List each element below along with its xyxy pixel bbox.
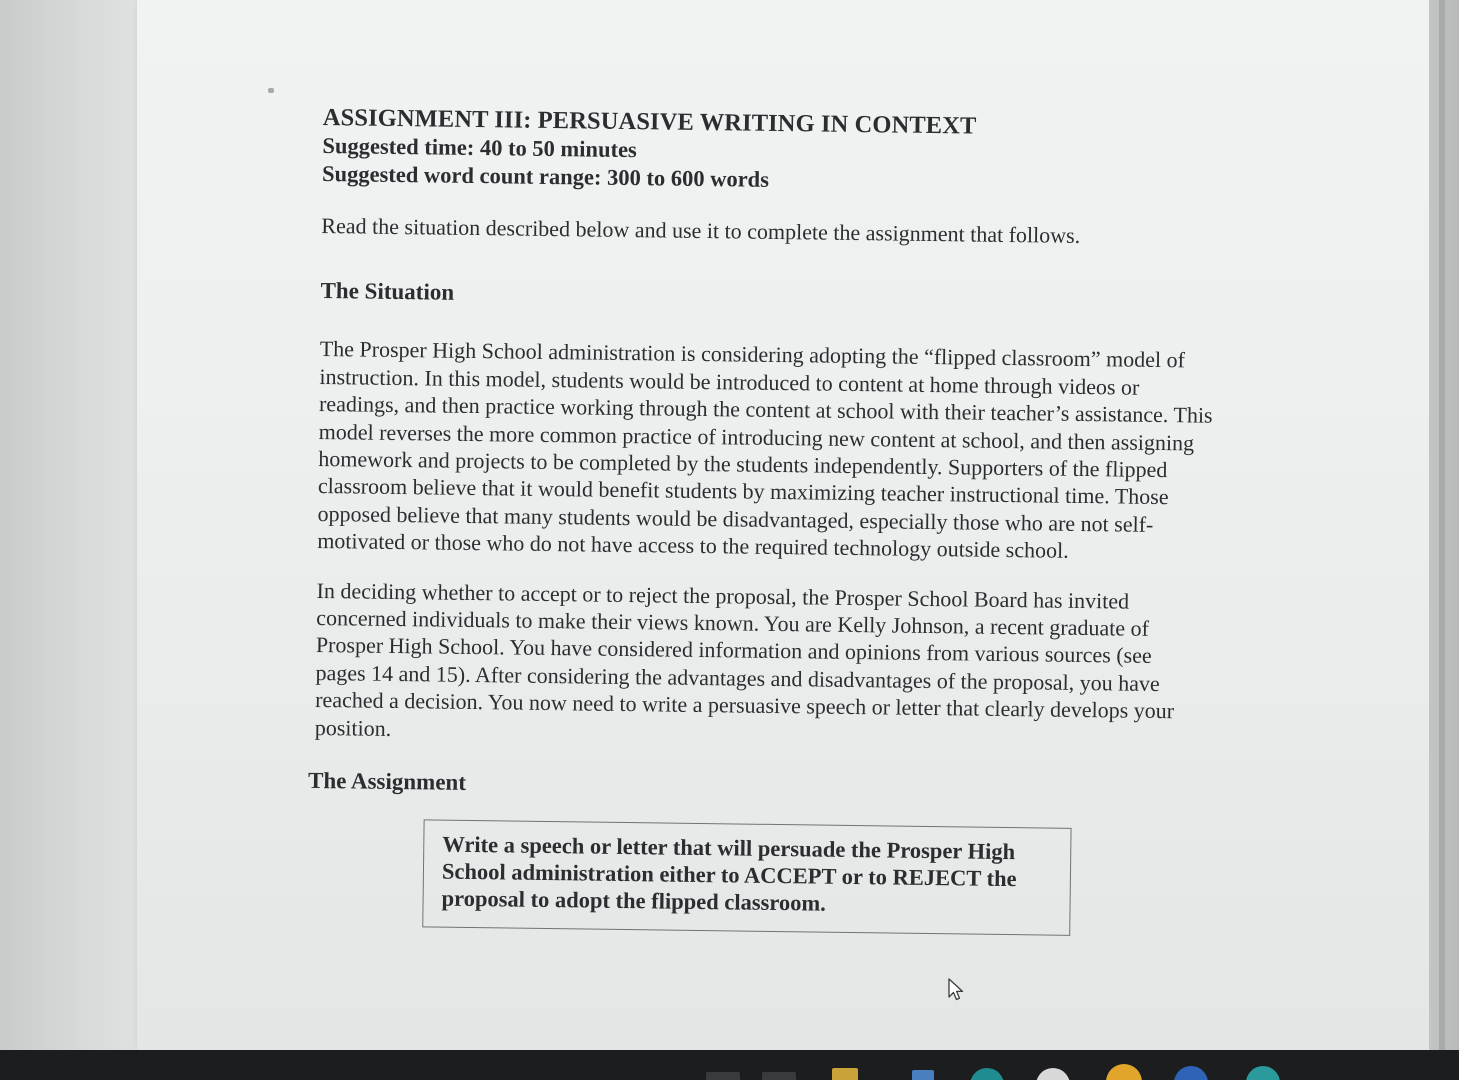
document-content [307, 104, 1233, 938]
taskbar-app-icon-5[interactable] [970, 1068, 1004, 1080]
taskbar-app-icon-3[interactable] [832, 1068, 858, 1080]
mouse-pointer-icon [947, 978, 965, 1002]
taskbar-app-icon-1[interactable] [706, 1072, 740, 1080]
taskbar-app-icon-9[interactable] [1246, 1066, 1280, 1080]
suggested-time: Suggested time: 40 to 50 minutes [322, 132, 637, 163]
situation-paragraph-2: In deciding whether to accept or to reject the proposal, the Prosper School Board has invited concerned individuals to make their views known. You are Kelly Johnson, a recent graduate of Prosper High School. You have considered information and opinions from various sources (see pages 14 and 15). After considering the advantages and disadvantages of the proposal, you have reached a decision. You now need to write a persuasive speech or letter that clearly develops your position. [314, 577, 1175, 741]
assignment-title: ASSIGNMENT III: PERSUASIVE WRITING IN CONTEXT [322, 104, 977, 140]
taskbar [0, 1050, 1459, 1080]
suggested-word-count: Suggested word count range: 300 to 600 words [321, 160, 770, 192]
situation-heading: The Situation [320, 278, 455, 306]
taskbar-app-icon-2[interactable] [762, 1072, 796, 1080]
intro-instruction: Read the situation described below and use it to complete the assignment that follows. [321, 212, 1081, 248]
taskbar-app-icon-6[interactable] [1036, 1068, 1070, 1080]
assignment-prompt-box: Write a speech or letter that will persuade the Prosper High School administration either to ACCEPT or to REJECT the proposal to adopt the flipped classroom. [422, 819, 1071, 935]
taskbar-app-icon-7[interactable] [1106, 1064, 1142, 1080]
scrollbar-track[interactable] [1439, 0, 1445, 1050]
page-mark [268, 88, 274, 93]
assignment-heading: The Assignment [307, 767, 467, 796]
window-scrollbar[interactable] [1429, 0, 1459, 1050]
situation-paragraph-1: The Prosper High School administration is considering adopting the “flipped classroom” model of instruction. In this model, students would be introduced to content at home through videos or readings, and then practice working through the content at school with their teacher’s assistance. This model reverses the more common practice of introducing new content at school, and then assigning homework and projects to be completed by the students independently. Supporters of the flipped classroom believe that it would benefit students by maximizing teacher instructional time. Those opposed believe that many students would be disadvantaged, especially those who are not self-motivated or those who do not have access to the required technology outside school. [317, 336, 1213, 564]
taskbar-app-icon-8[interactable] [1174, 1066, 1208, 1080]
taskbar-app-icon-4[interactable] [912, 1070, 934, 1080]
